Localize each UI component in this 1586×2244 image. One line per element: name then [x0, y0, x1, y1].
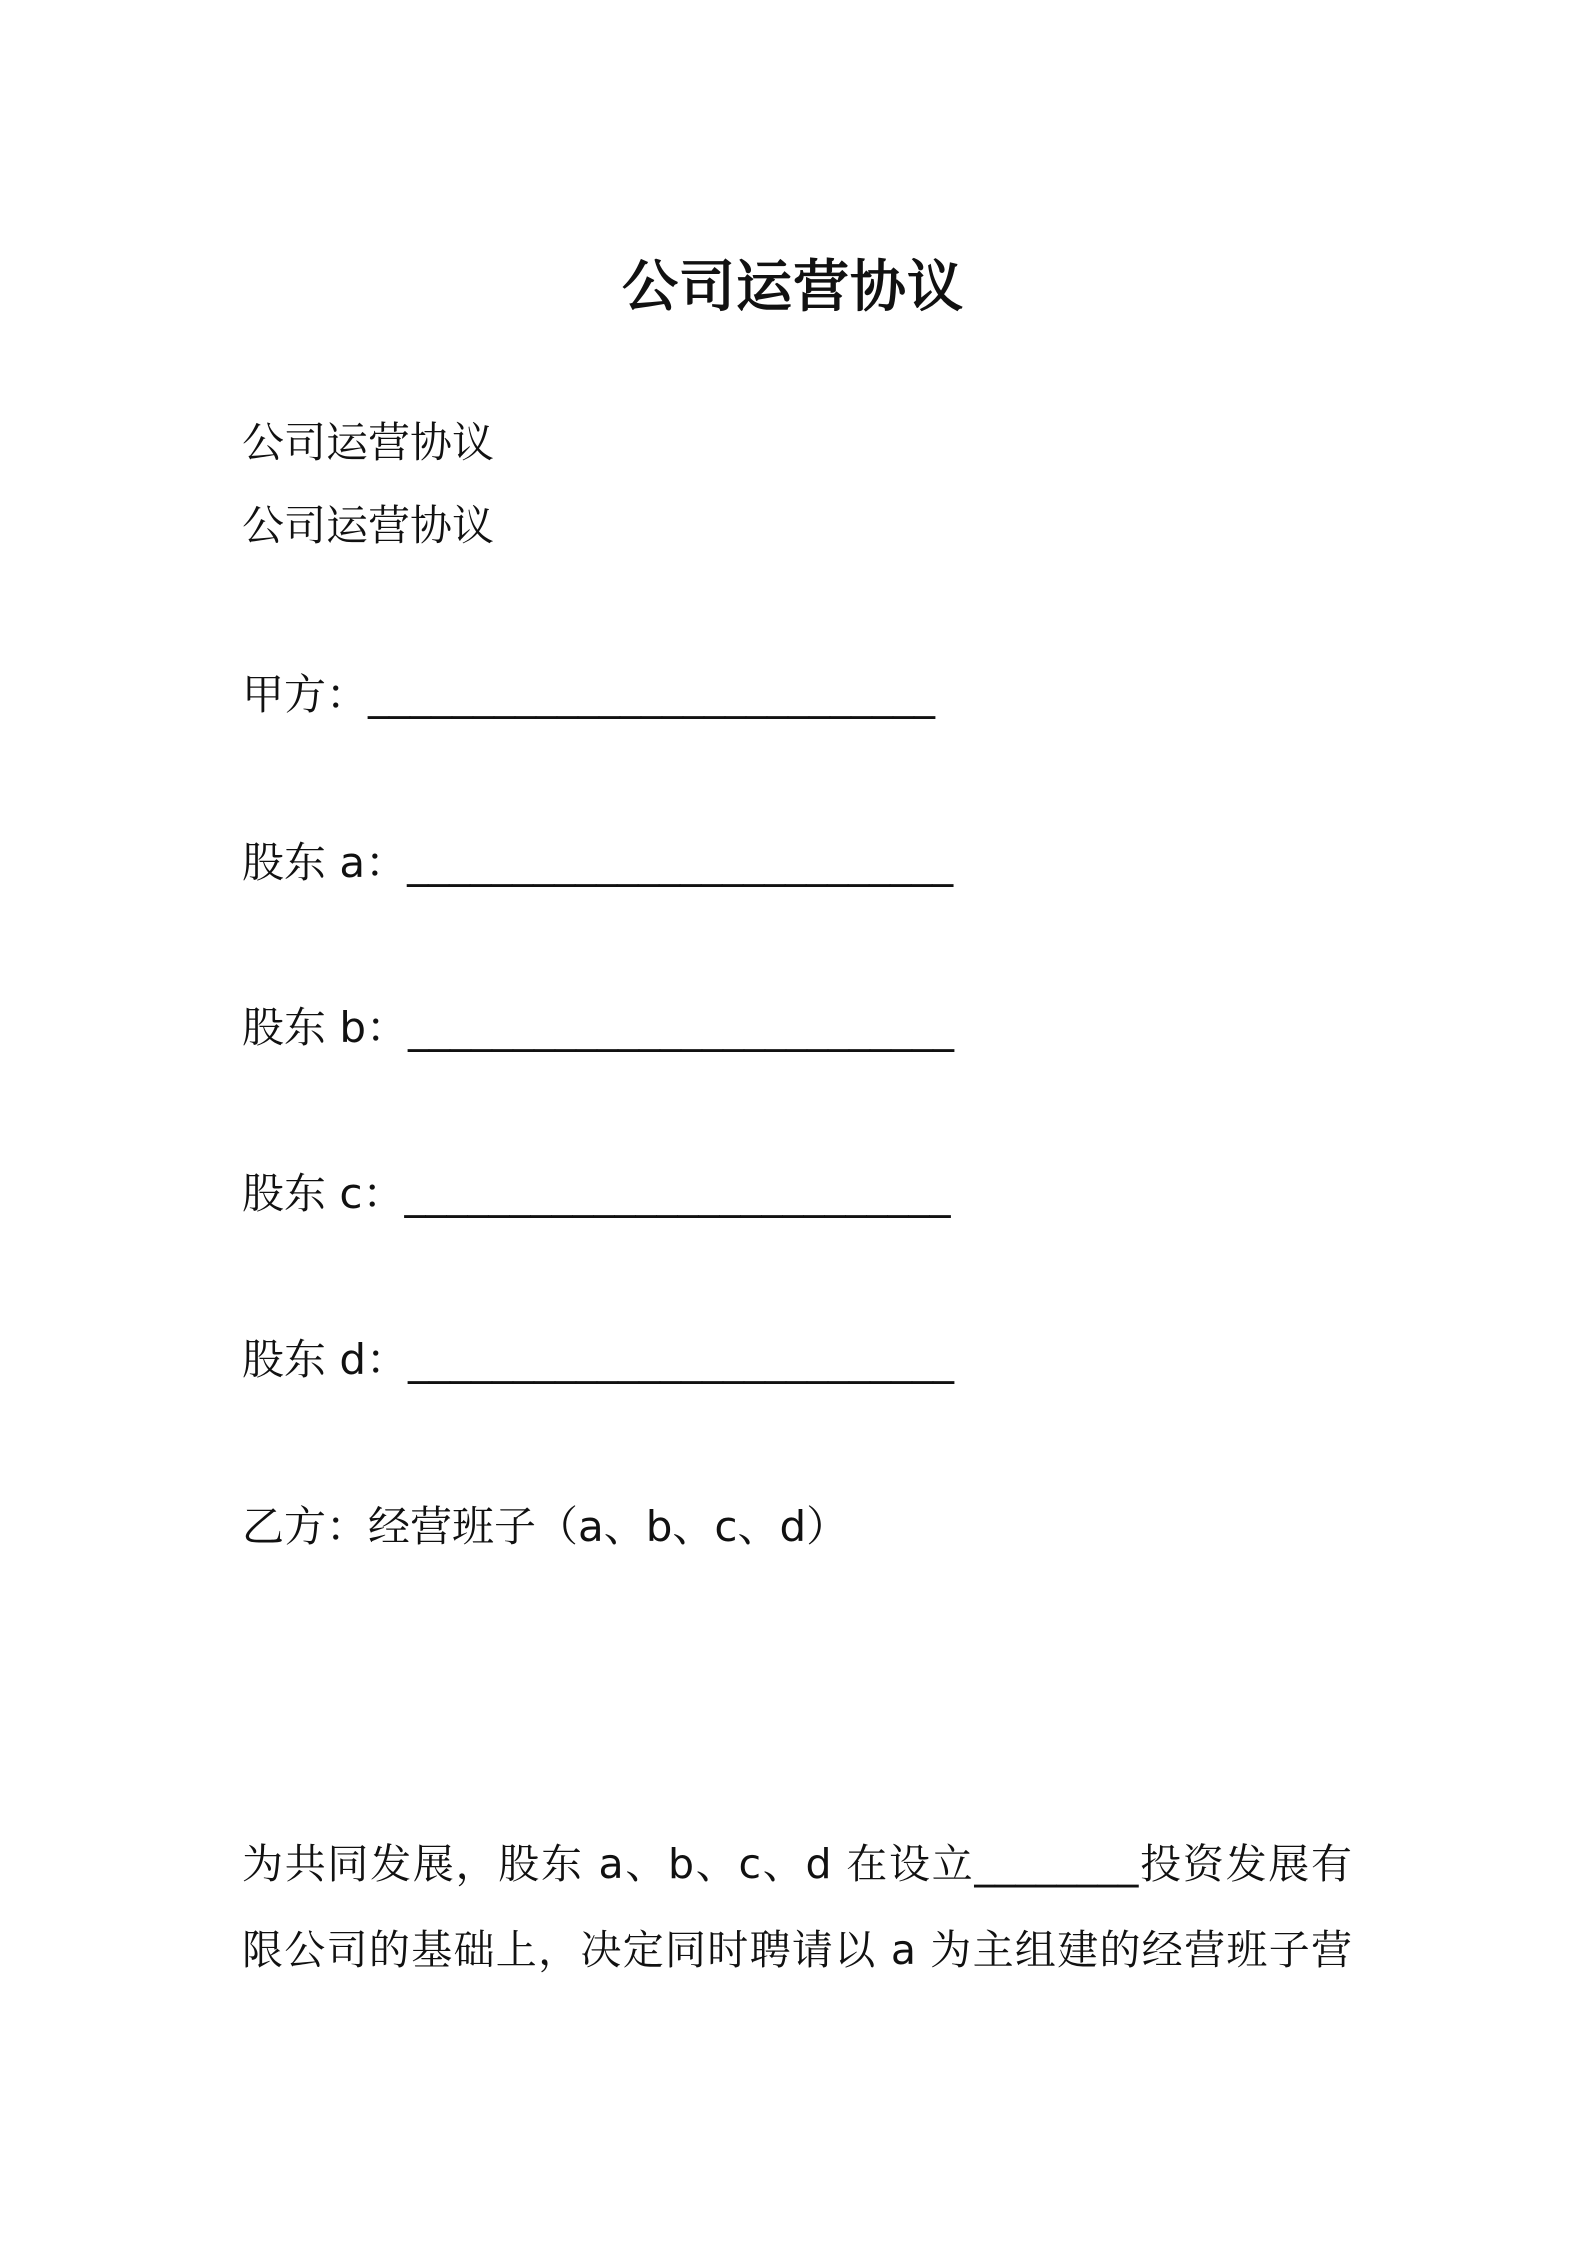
document-title: 公司运营协议: [622, 255, 964, 320]
shareholder-d-row: [242, 1335, 954, 1385]
subtitle-line: 公司运营协议: [242, 501, 495, 550]
party-b-row: 乙方：经营班子（a、b、c、d）: [242, 1502, 849, 1551]
party-a-row: [242, 670, 935, 720]
shareholder-b-label: 股东 b：: [242, 1003, 409, 1052]
subtitle-line: 公司运营协议: [242, 418, 495, 467]
shareholder-b-blank: __________________________: [408, 1003, 955, 1052]
shareholder-a-row: [242, 838, 953, 888]
body-paragraph-line: 限公司的基础上，决定同时聘请以 a 为主组建的经营班子营: [242, 1926, 1352, 1974]
shareholder-b-row: [242, 1003, 954, 1053]
shareholder-a-label: 股东 a：: [242, 838, 408, 887]
shareholder-c-blank: __________________________: [404, 1169, 951, 1218]
shareholder-c-label: 股东 c：: [242, 1169, 405, 1218]
shareholder-d-label: 股东 d：: [242, 1335, 409, 1384]
shareholder-a-blank: __________________________: [407, 838, 954, 887]
party-a-blank: ___________________________: [368, 670, 936, 719]
shareholder-c-row: [242, 1169, 950, 1219]
shareholder-d-blank: __________________________: [408, 1335, 955, 1384]
party-a-label: 甲方：: [242, 670, 369, 719]
body-paragraph-line: 为共同发展，股东 a、b、c、d 在设立________投资发展有: [242, 1840, 1352, 1888]
